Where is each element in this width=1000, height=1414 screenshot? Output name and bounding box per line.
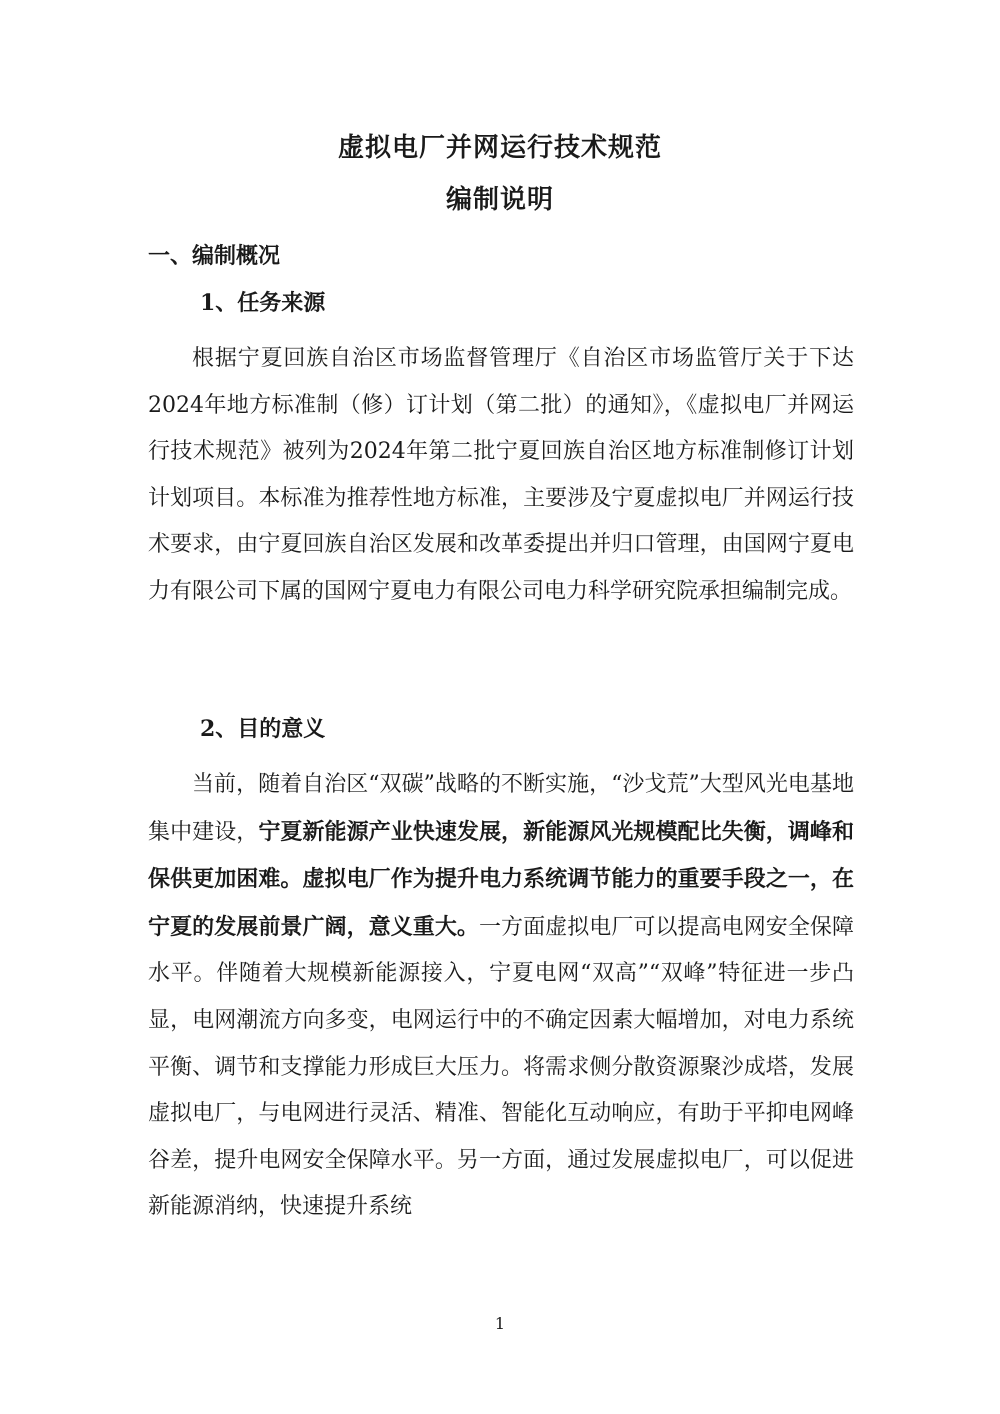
paragraph-task-source: 根据宁夏回族自治区市场监督管理厅《自治区市场监管厅关于下达2024年地方标准制（修）订计划（第二批）的通知》，《虚拟电厂并网运行技术规范》被列为2024年第二批宁夏回族自治区地方标准制修订计划计划项目。本标准为推荐性地方标准，主要涉及宁夏虚拟电厂并网运行技术要求，由宁夏回族自治区发展和改革委提出并归口管理，由国网宁夏电力有限公司下属的国网宁夏电力有限公司电力科学研究院承担编制完成。 [148,346,854,604]
document-title: 虚拟电厂并网运行技术规范 [337,133,662,163]
paragraph-purpose-intro: 当前，随着自治区“双碳”战略的不断实施，“沙戈荒”大型风光电基地集中建设， [148,772,854,845]
document-subtitle: 编制说明 [445,185,554,215]
subsection-heading-purpose: 2、目的意义 [200,716,326,742]
page-number: 1 [494,1314,506,1333]
paragraph-purpose-bold: 宁夏新能源产业快速发展，新能源风光规模配比失衡，调峰和保供更加困难。虚拟电厂作为提升电力系统调节能力的重要手段之一，在宁夏的发展前景广阔，意义重大。 [148,818,854,940]
section-heading-overview: 一、编制概况 [148,243,281,269]
paragraph-purpose [148,762,854,1231]
paragraph-purpose-rest: 一方面虚拟电厂可以提高电网安全保障水平。伴随着大规模新能源接入，宁夏电网“双高”“双峰”特征进一步凸显，电网潮流方向多变，电网运行中的不确定因素大幅增加，对电力系统平衡、调节和支撑能力形成巨大压力。将需求侧分散资源聚沙成塔，发展虚拟电厂，与电网进行灵活、精准、智能化互动响应，有助于平抑电网峰谷差，提升电网安全保障水平。另一方面，通过发展虚拟电厂，可以促进新能源消纳，快速提升系统 [148,914,854,1220]
subsection-heading-task-source: 1、任务来源 [200,290,326,316]
